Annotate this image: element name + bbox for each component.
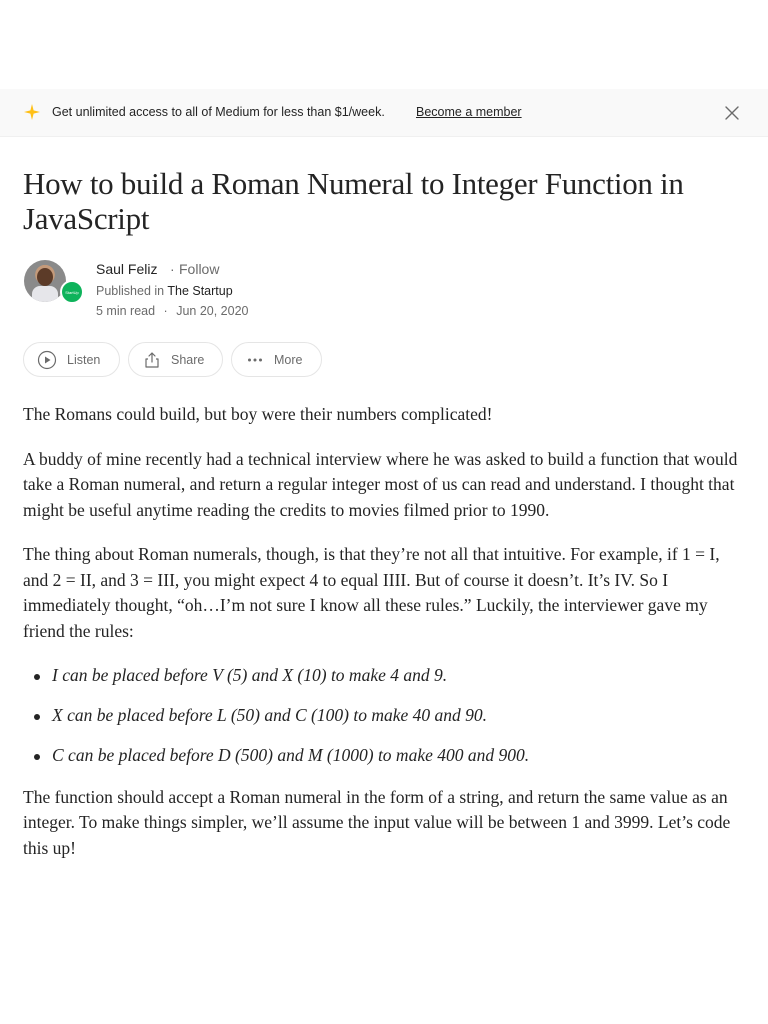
share-icon [143, 351, 161, 369]
listen-button[interactable] [23, 342, 120, 377]
banner-message: Get unlimited access to all of Medium for less than $1/week. [52, 105, 385, 119]
meta-separator: · [163, 304, 168, 318]
article-meta [96, 304, 249, 318]
sparkle-icon [24, 104, 40, 120]
share-label: Share [171, 352, 205, 367]
article-body [23, 402, 747, 880]
listen-label: Listen [67, 352, 101, 367]
list-item: C can be placed before D (500) and M (1000) to make 400 and 900. [23, 743, 747, 769]
list-item: I can be placed before V (5) and X (10) to make 4 and 9. [23, 663, 747, 689]
separator-dot: · [170, 261, 175, 277]
close-icon[interactable] [723, 104, 741, 122]
article-title: How to build a Roman Numeral to Integer Function in JavaScript [23, 166, 684, 236]
paragraph: A buddy of mine recently had a technical interview where he was asked to build a function that would take a Roman numeral, and return a regular integer most of us can read and understand. I thought that might be useful anytime reading the credits to movies filmed prior to 1990. [23, 448, 738, 520]
published-prefix: Published in [96, 284, 165, 298]
share-button[interactable] [128, 342, 223, 377]
become-member-link[interactable]: Become a member [416, 105, 522, 119]
membership-banner [0, 89, 768, 137]
paragraph: The Romans could build, but boy were their numbers complicated! [23, 404, 493, 424]
follow-button[interactable]: Follow [179, 261, 220, 277]
more-dots-icon [246, 351, 264, 369]
author-byline [24, 258, 424, 328]
list-item: X can be placed before L (50) and C (100) to make 40 and 90. [23, 703, 747, 729]
more-label: More [274, 352, 303, 367]
publish-date: Jun 20, 2020 [176, 304, 249, 318]
rules-list [23, 663, 747, 769]
publication-link[interactable]: The Startup [167, 284, 233, 298]
publication-badge[interactable]: StartUp [60, 280, 84, 304]
paragraph: The function should accept a Roman numeral in the form of a string, and return the same value as an integer. To make things simpler, we’ll assume the input value will be between 1 and 3999. Let’s code this up! [23, 786, 731, 858]
play-icon [37, 350, 57, 370]
author-name-link[interactable]: Saul Feliz [96, 261, 158, 277]
more-button[interactable] [231, 342, 322, 377]
paragraph: The thing about Roman numerals, though, is that they’re not all that intuitive. For example, if 1 = I, and 2 = II, and 3 = III, you might expect 4 to equal IIII. But of course it doesn’t. It’s IV. So I immediately thought, “oh…I’m not sure I know all these rules.” Luckily, the interviewer gave my friend the rules: [23, 544, 720, 641]
read-time: 5 min read [96, 304, 156, 318]
published-in-line [96, 284, 233, 298]
